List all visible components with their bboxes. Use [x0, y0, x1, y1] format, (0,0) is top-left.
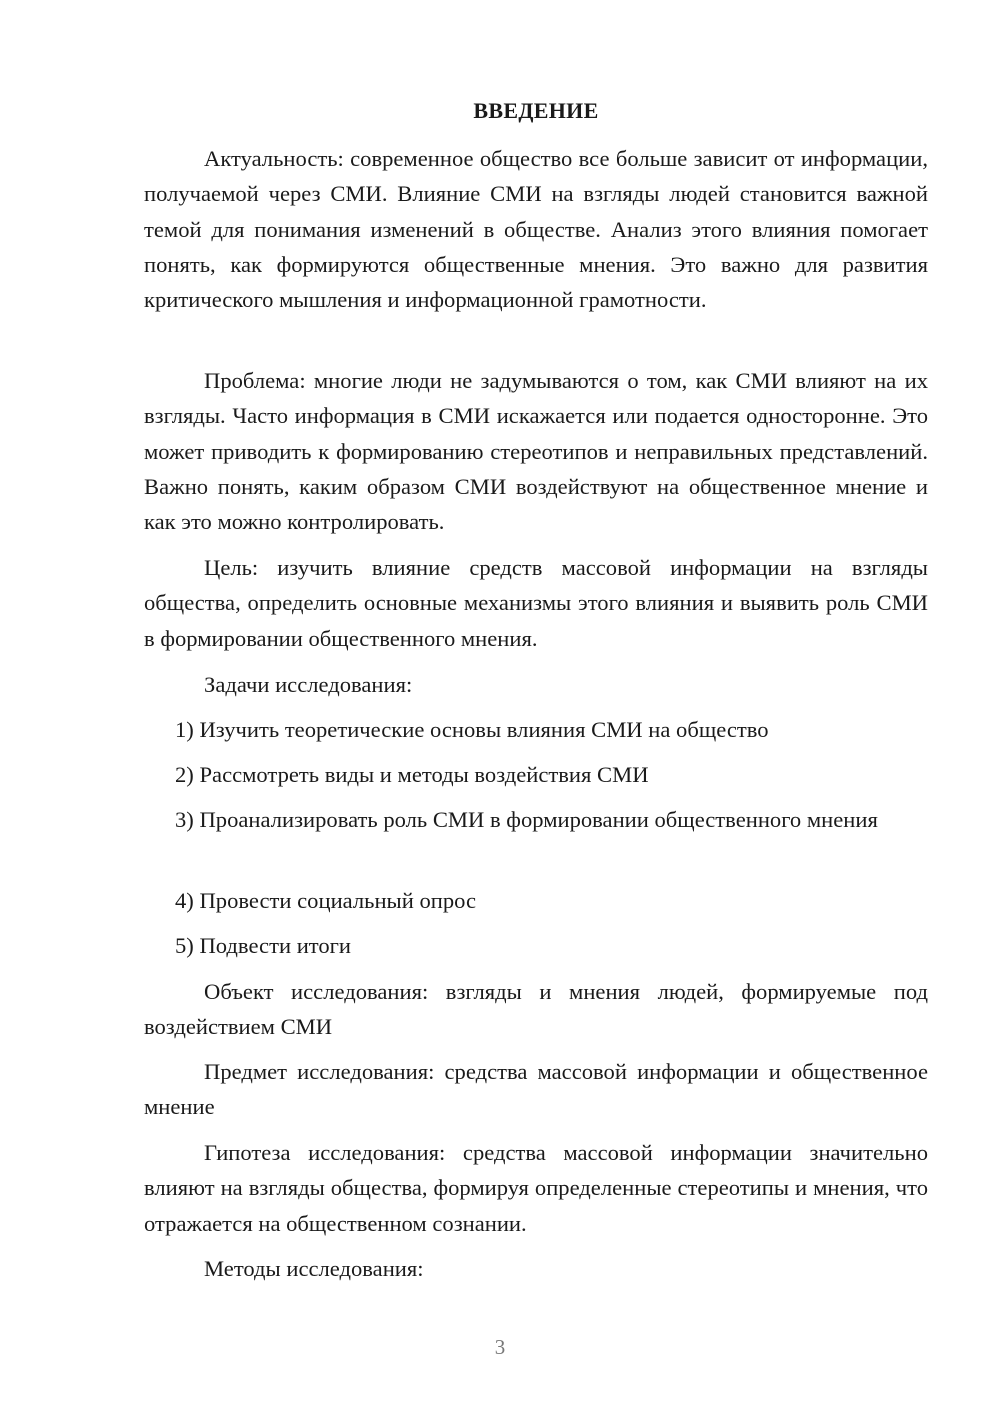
task-item-5: 5) Подвести итоги	[175, 933, 352, 958]
task-item-3: 3) Проанализировать роль СМИ в формировании общественного мнения	[175, 807, 878, 832]
paragraph-methods: Методы исследования:	[204, 1256, 424, 1281]
section-title: ВВЕДЕНИЕ	[473, 98, 599, 123]
paragraph-tasks-heading: Задачи исследования:	[204, 672, 413, 697]
page-number: 3	[494, 1335, 506, 1359]
paragraph-problem: Проблема: многие люди не задумываются о том, как СМИ влияют на их взгляды. Часто информация в СМИ искажается или подается односторонне. Это может приводить к формированию стереотипов и неправильных представлений. Важно понять, каким образом СМИ воздействуют на общественное мнение и как это можно контролировать.	[144, 368, 928, 535]
paragraph-hypothesis: Гипотеза исследования: средства массовой информации значительно влияют на взгляды общества, формируя определенные стереотипы и мнения, что отражается на общественном сознании.	[144, 1140, 928, 1236]
document-page	[144, 0, 928, 1414]
paragraph-object: Объект исследования: взгляды и мнения людей, формируемые под воздействием СМИ	[144, 979, 928, 1040]
paragraph-relevance: Актуальность: современное общество все больше зависит от информации, получаемой через СМИ. Влияние СМИ на взгляды людей становится важной темой для понимания изменений в обществе. Анализ этого влияния помогает понять, как формируются общественные мнения. Это важно для развития критического мышления и информационной грамотности.	[144, 146, 928, 313]
paragraph-goal: Цель: изучить влияние средств массовой информации на взгляды общества, определить основные механизмы этого влияния и выявить роль СМИ в формировании общественного мнения.	[144, 555, 928, 651]
task-item-1: 1) Изучить теоретические основы влияния СМИ на общество	[175, 717, 769, 742]
task-item-2: 2) Рассмотреть виды и методы воздействия СМИ	[175, 762, 649, 787]
paragraph-subject: Предмет исследования: средства массовой информации и общественное мнение	[144, 1059, 928, 1120]
task-item-4: 4) Провести социальный опрос	[175, 888, 477, 913]
